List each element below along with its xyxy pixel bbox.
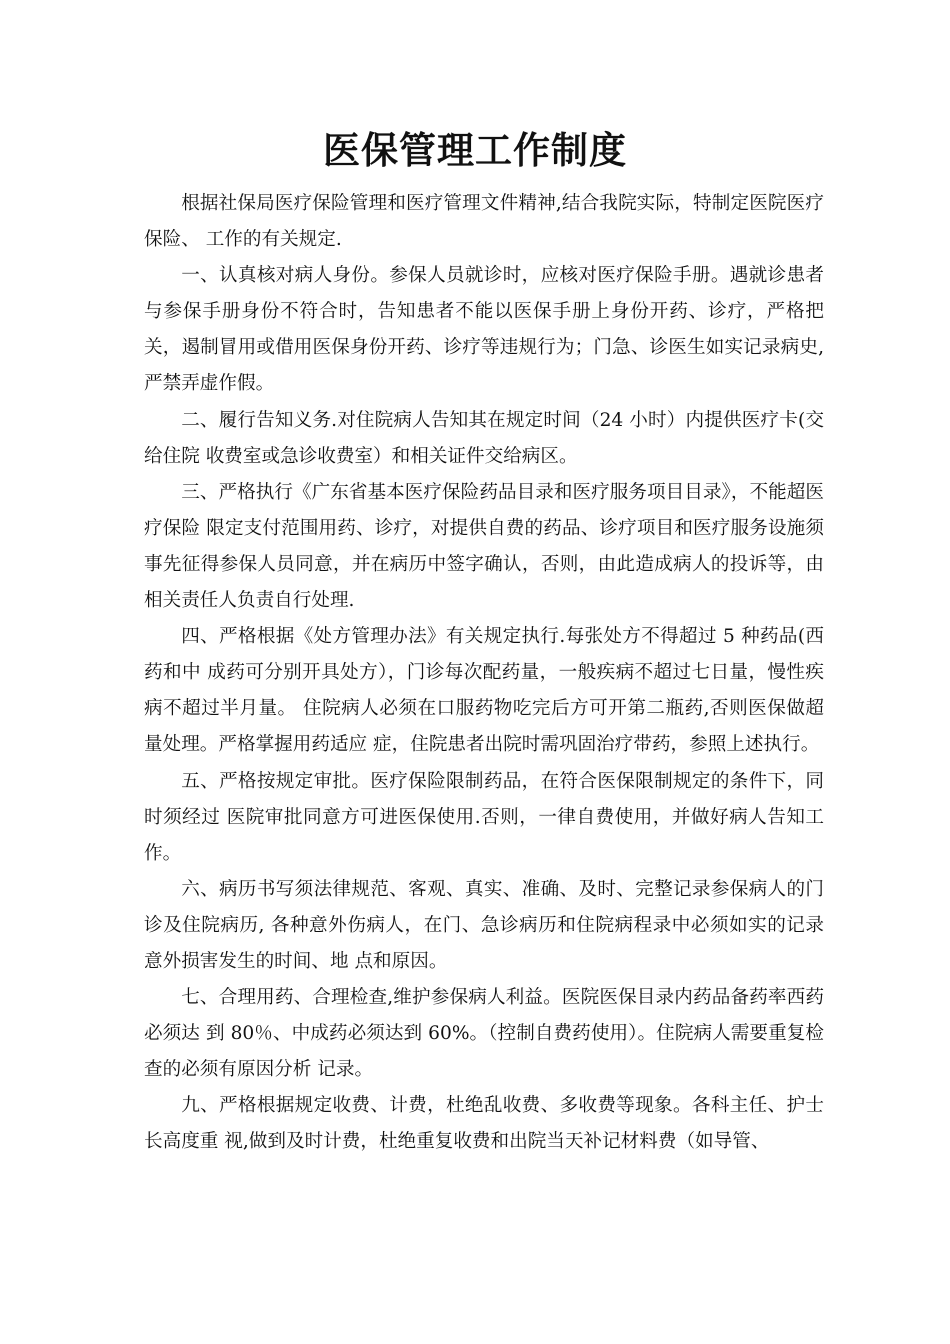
document-body: [144, 186, 824, 1161]
document-title: 医保管理工作制度: [323, 128, 627, 172]
paragraph-intro: 根据社保局医疗保险管理和医疗管理文件精神,结合我院实际，特制定医院医疗保险、 工作的有关规定.: [144, 193, 824, 251]
paragraph-7: 七、合理用药、合理检查,维护参保病人利益。医院医保目录内药品备药率西药必须达 到 80％、中成药必须达到 60%。（控制自费药使用）。住院病人需要重复检查的必须有原因分析 记录。: [144, 987, 824, 1081]
paragraph-2: 二、履行告知义务.对住院病人告知其在规定时间（24 小时）内提供医疗卡(交给住院 收费室或急诊收费室）和相关证件交给病区。: [144, 409, 824, 467]
paragraph-4: 四、严格根据《处方管理办法》有关规定执行.每张处方不得超过 5 种药品(西药和中 成药可分别开具处方），门诊每次配药量，一般疾病不超过七日量，慢性疾病不超过半月量。 住院病人必须在口服药物吃完后方可开第二瓶药,否则医保做超量处理。严格掌握用药适应 症，住院患者出院时需巩固治疗带药，参照上述执行。: [144, 626, 824, 756]
paragraph-6: 六、病历书写须法律规范、客观、真实、准确、及时、完整记录参保病人的门诊及住院病历, 各种意外伤病人，在门、急诊病历和住院病程录中必须如实的记录意外损害发生的时间、地 点和原因。: [144, 878, 824, 972]
paragraph-9: 九、严格根据规定收费、计费，杜绝乱收费、多收费等现象。各科主任、护士长高度重 视,做到及时计费，杜绝重复收费和出院当天补记材料费（如导管、: [144, 1095, 824, 1153]
paragraph-1: 一、认真核对病人身份。参保人员就诊时，应核对医疗保险手册。遇就诊患者与参保手册身份不符合时，告知患者不能以医保手册上身份开药、诊疗，严格把关，遏制冒用或借用医保身份开药、诊疗等违规行为；门急、诊医生如实记录病史,严禁弄虚作假。: [144, 265, 824, 395]
paragraph-3: 三、严格执行《广东省基本医疗保险药品目录和医疗服务项目目录》，不能超医疗保险 限定支付范围用药、诊疗，对提供自费的药品、诊疗项目和医疗服务设施须事先征得参保人员同意，并在病历中签字确认，否则，由此造成病人的投诉等，由相关责任人负责自行处理.: [144, 481, 824, 612]
paragraph-5: 五、严格按规定审批。医疗保险限制药品，在符合医保限制规定的条件下，同时须经过 医院审批同意方可进医保使用.否则，一律自费使用，并做好病人告知工作。: [144, 770, 824, 864]
